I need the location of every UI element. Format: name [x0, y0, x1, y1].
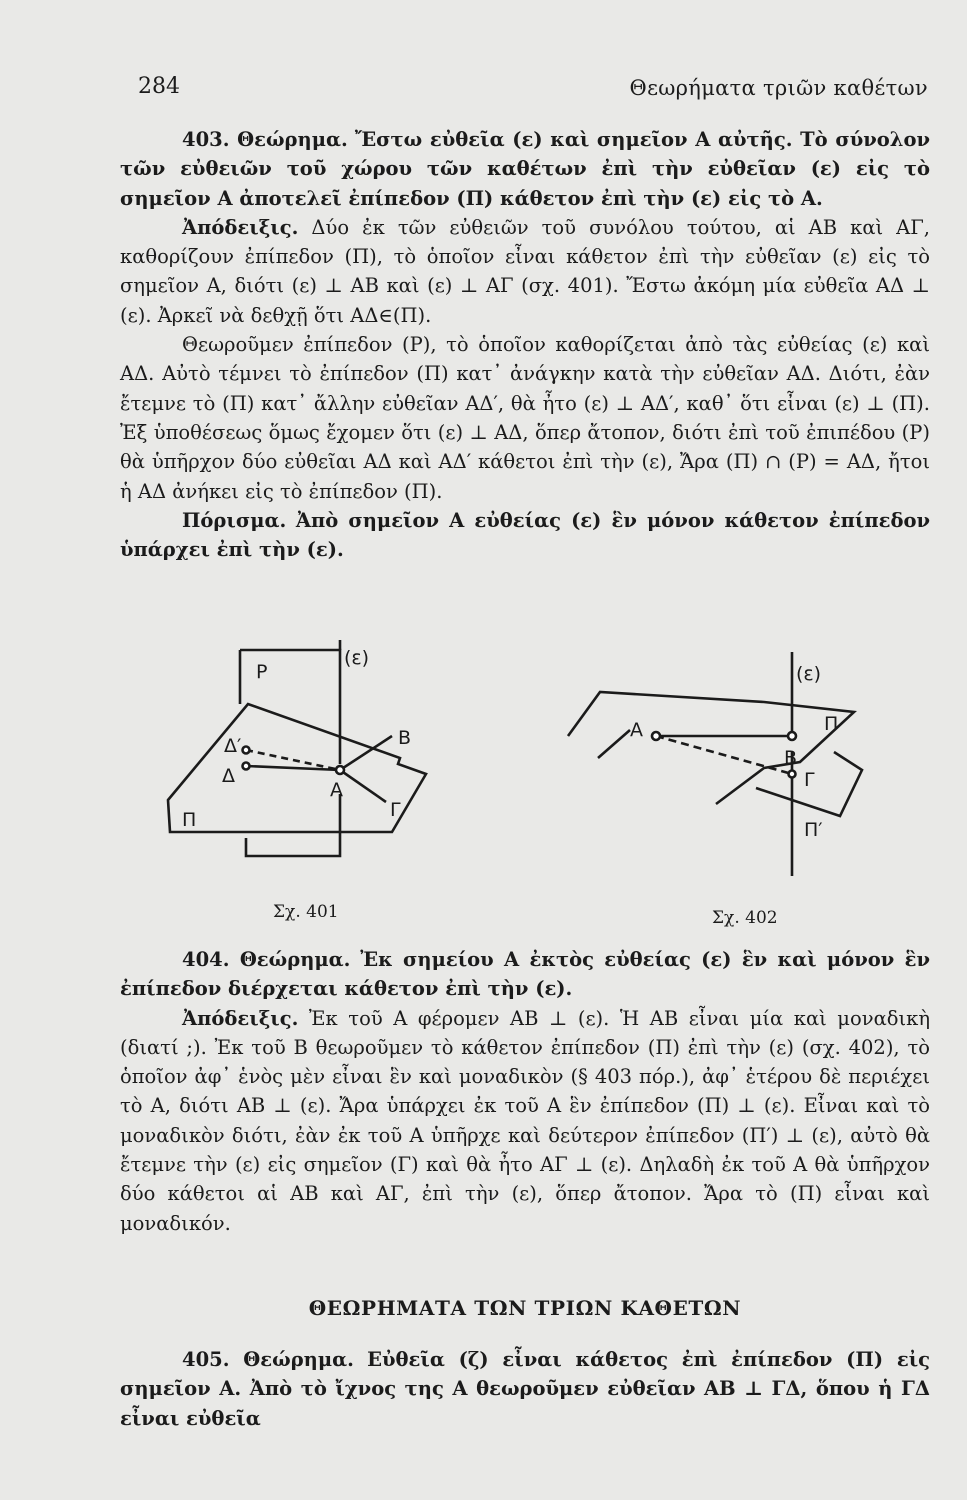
corollary-label: Πόρισμα.: [182, 508, 287, 532]
point-A-402: [652, 732, 660, 740]
theorem-404-label: 404. Θεώρημα.: [182, 948, 351, 971]
figure-402-caption: Σχ. 402: [712, 908, 778, 928]
theorem-403: [120, 125, 930, 564]
figures-svg: [160, 640, 920, 940]
theorem-403-text: Ἔστω εὐθεῖα (ε) καὶ σημεῖον Α αὐτῆς. Τὸ σύνολον τῶν εὐθειῶν τοῦ χώρου τῶν καθέτων ἐπὶ τὴν εὐθεῖαν (ε) εἰς τὸ σημεῖον Α ἀποτελεῖ ἐπίπεδον (Π) κάθετον ἐπὶ τὴν (ε) εἰς τὸ Α.: [120, 128, 931, 210]
point-G-402: [789, 771, 796, 778]
label-D-prime: Δ′: [224, 735, 242, 757]
plane-P: [240, 650, 340, 856]
theorem-403-proof-p1: [120, 213, 930, 330]
point-B-402: [788, 732, 796, 740]
figure-402: [568, 652, 862, 876]
label-e: (ε): [344, 647, 370, 669]
label-G: Γ: [390, 799, 401, 821]
theorem-404-text: Ἐκ σημείου Α ἐκτὸς εὐθείας (ε) ἓν καὶ μόνον ἓν ἐπίπεδον διέρχεται κάθετον ἐπὶ τὴν (ε).: [120, 948, 930, 1001]
theorem-405-statement: [120, 1345, 930, 1433]
label-Pi-prime-402: Π′: [804, 819, 823, 841]
label-P: Ρ: [256, 661, 268, 683]
label-B: Β: [398, 727, 412, 749]
page-header: [138, 70, 928, 110]
theorem-404-statement: [120, 945, 930, 1004]
point-D-prime: [243, 747, 250, 754]
theorem-405-text: Εὐθεῖα (ζ) εἶναι κάθετος ἐπὶ ἐπίπεδον (Π) εἰς σημεῖον Α. Ἀπὸ τὸ ἴχνος της Α θεωροῦμεν εὐθεῖαν ΑΒ ⊥ ΓΔ, ὅπου ἡ ΓΔ εἶναι εὐθεῖα: [120, 1348, 931, 1430]
label-Pi-402: Π: [824, 713, 839, 735]
theorem-404-proof: [120, 1004, 930, 1238]
theorem-403-label: 403. Θεώρημα.: [182, 128, 348, 151]
point-A: [336, 766, 344, 774]
corollary-text: Ἀπὸ σημεῖον Α εὐθείας (ε) ἓν μόνον κάθετον ἐπίπεδον ὑπάρχει ἐπὶ τὴν (ε).: [120, 508, 930, 562]
theorem-405-label: 405. Θεώρημα.: [182, 1348, 354, 1371]
proof-text: Δύο ἐκ τῶν εὐθειῶν τοῦ συνόλου τούτου, αἱ ΑΒ καὶ ΑΓ, καθορίζουν ἐπίπεδον (Π), τὸ ὁποῖον εἶναι κάθετον ἐπὶ τὴν εὐθεῖαν (ε) εἰς τὸ σημεῖον Α, διότι (ε) ⊥ ΑΒ καὶ (ε) ⊥ ΑΓ (σχ. 401). Ἔστω ἀκόμη μία εὐθεῖα ΑΔ ⊥ (ε). Ἀρκεῖ νὰ δεθχῇ ὅτι ΑΔ∈(Π).: [120, 215, 930, 327]
section-title: ΘΕΩΡΗΜΑΤΑ ΤΩΝ ΤΡΙΩΝ ΚΑΘΕΤΩΝ: [308, 1296, 742, 1320]
label-D: Δ: [222, 765, 235, 787]
proof-label: Ἀπόδειξις.: [182, 215, 299, 239]
figure-401: [168, 640, 426, 856]
corollary-403: [120, 506, 930, 565]
line-AG: [340, 770, 386, 802]
label-e-402: (ε): [796, 663, 822, 685]
theorem-405: [120, 1345, 930, 1433]
theorem-403-proof-p2: Θεωροῦμεν ἐπίπεδον (Ρ), τὸ ὁποῖον καθορίζεται ἀπὸ τὰς εὐθείας (ε) καὶ ΑΔ. Αὐτὸ τέμνει τὸ ἐπίπεδον (Π) κατ᾿ ἀνάγκην κατὰ τὴν εὐθεῖαν ΑΔ. Διότι, ἐὰν ἔτεμνε τὸ (Π) κατ᾿ ἄλλην εὐθεῖαν ΑΔ′, θὰ ἦτο (ε) ⊥ ΑΔ′, καθ᾿ ὅτι εἶναι (ε) ⊥ (Π). Ἐξ ὑποθέσεως ὅμως ἔχομεν ὅτι (ε) ⊥ ΑΔ, ὅπερ ἄτοπον, διότι ἐπὶ τοῦ ἐπιπέδου (Ρ) θὰ ὑπῆρχον δύο εὐθεῖαι ΑΔ καὶ ΑΔ′ κάθετοι ἐπὶ τὴν (ε), Ἄρα (Π) ∩ (Ρ) = ΑΔ, ἤτοι ἡ ΑΔ ἀνήκει εἰς τὸ ἐπίπεδον (Π).: [120, 333, 930, 503]
line-AD: [246, 766, 340, 770]
page-number: 284: [138, 74, 180, 99]
point-D: [243, 763, 250, 770]
figures: [160, 640, 920, 940]
label-A-402: Α: [630, 719, 643, 741]
proof-text-404: Ἐκ τοῦ Α φέρομεν ΑΒ ⊥ (ε). Ἡ ΑΒ εἶναι μία καὶ μοναδικὴ (διατί ;). Ἐκ τοῦ Β θεωροῦμεν τὸ κάθετον ἐπίπεδον (Π) ἐπὶ τὴν (ε) (σχ. 402), τὸ ὁποῖον ἀφ᾿ ἑνὸς μὲν εἶναι ἓν καὶ μοναδικὸν (§ 403 πόρ.), ἀφ᾿ ἑτέρου δὲ περιέχει τὸ Α, διότι ΑΒ ⊥ (ε). Ἄρα ὑπάρχει ἐκ τοῦ Α ἓν ἐπίπεδον (Π) ⊥ (ε). Εἶναι καὶ τὸ μοναδικὸν διότι, ἐὰν ἐκ τοῦ Α ὑπῆρχε καὶ δεύτερον ἐπίπεδον (Π′) ⊥ (ε), αὐτὸ θὰ ἔτεμνε τὴν (ε) εἰς σημεῖον (Γ) καὶ θὰ ἦτο ΑΓ ⊥ (ε). Δηλαδὴ ἐκ τοῦ Α θὰ ὑπῆρχον δύο κάθετοι αἱ ΑΒ καὶ ΑΓ, ἐπὶ τὴν (ε), ὅπερ ἄτοπον. Ἄρα τὸ (Π) εἶναι καὶ μοναδικόν.: [120, 1006, 930, 1235]
label-G-402: Γ: [804, 769, 815, 791]
label-A: Α: [330, 779, 343, 801]
theorem-404: [120, 945, 930, 1238]
figure-401-caption: Σχ. 401: [273, 902, 339, 922]
proof-label-404: Ἀπόδειξις.: [182, 1006, 299, 1030]
line-AG-402: [656, 736, 792, 774]
theorem-403-statement: [120, 125, 930, 213]
label-Pi: Π: [182, 809, 197, 831]
label-B-402: Β: [784, 747, 798, 769]
running-title: Θεωρήματα τριῶν καθέτων: [629, 76, 928, 100]
